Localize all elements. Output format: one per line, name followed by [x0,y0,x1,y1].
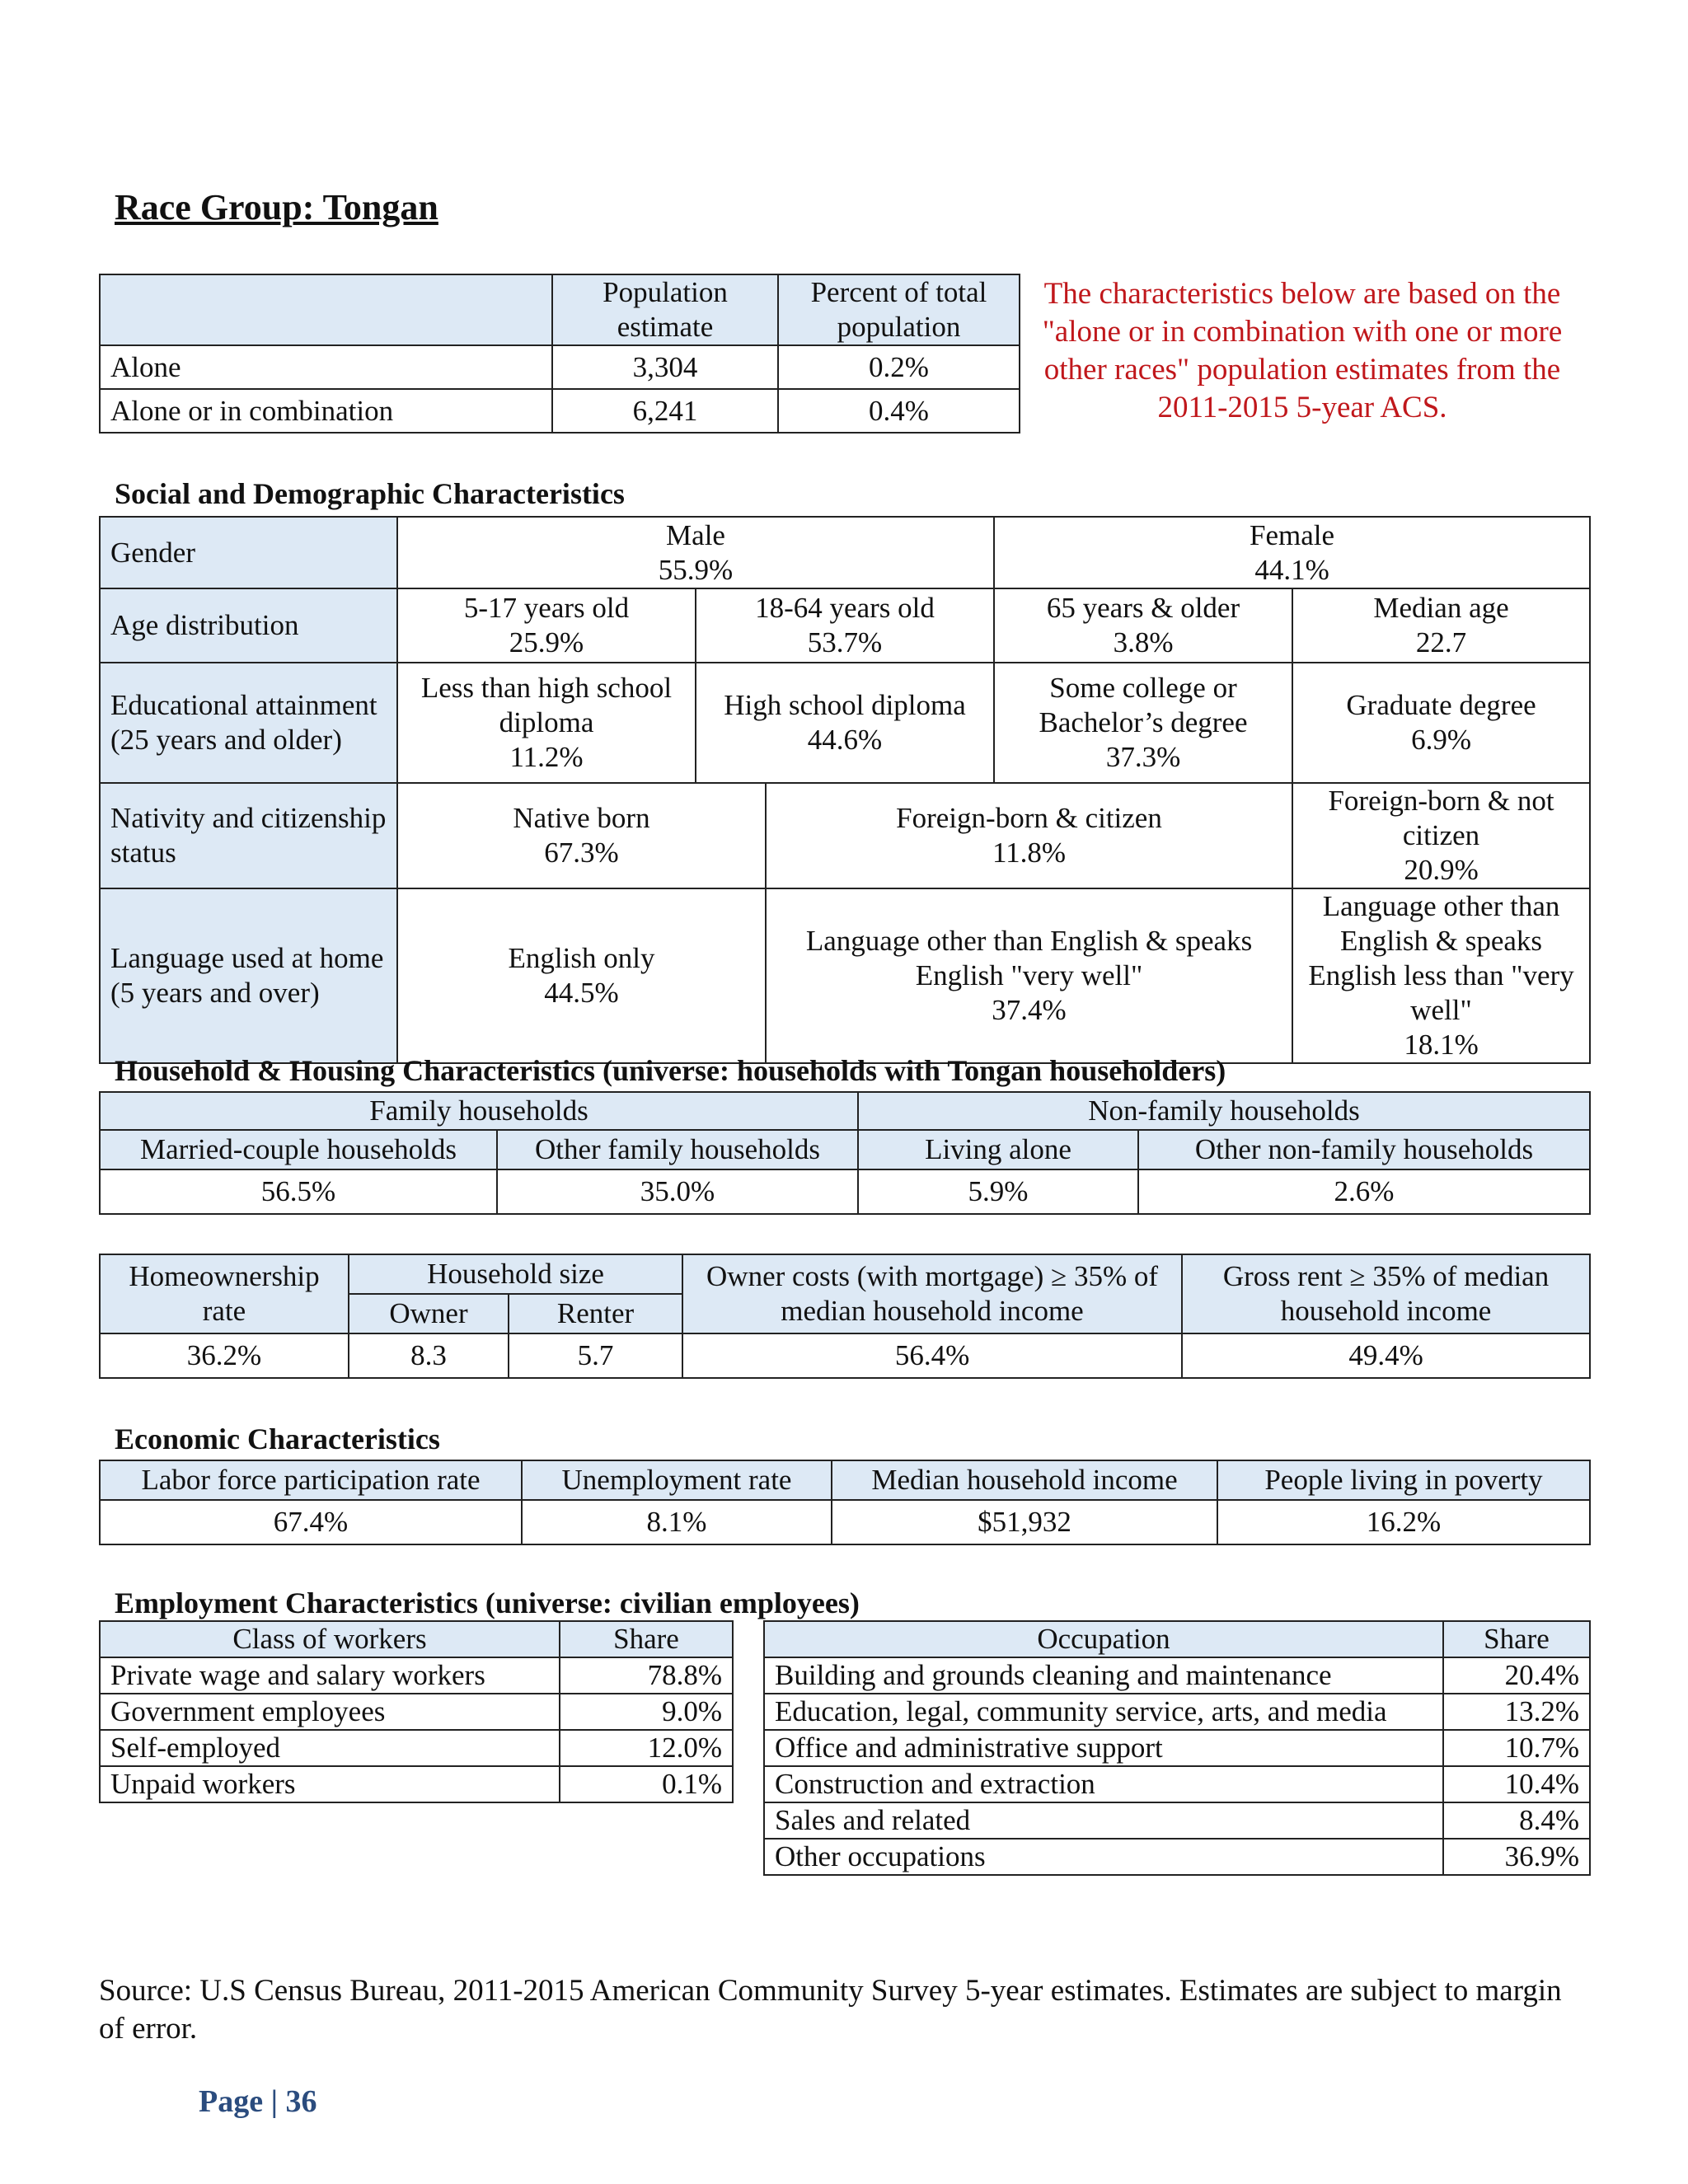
nativity-cell-value: 20.9% [1404,854,1479,886]
education-cell-value: 37.3% [1105,741,1181,773]
class-of-workers-header: Class of workers [100,1621,560,1657]
occupation-share-header: Share [1443,1621,1590,1657]
economic-col-header: People living in poverty [1217,1460,1590,1500]
social-heading: Social and Demographic Characteristics [115,477,625,510]
language-cell-label: Language other than English & speaks English less than "very well" [1308,890,1574,1026]
economic-value: 8.1% [522,1500,832,1544]
source-note: Source: U.S Census Bureau, 2011-2015 American Community Survey 5-year estimates. Estimates are subject to margin of error. [99,1974,1562,2046]
nativity-label: Nativity and citizenship status [100,783,397,888]
language-cell [766,888,1292,1063]
gross-rent-value: 49.4% [1182,1333,1590,1378]
employment-heading: Employment Characteristics (universe: civilian employees) [115,1586,860,1619]
household-heading: Household & Housing Characteristics (universe: households with Tongan householders) [115,1054,1226,1087]
education-cell [1292,663,1590,783]
age-cell-value: 22.7 [1415,626,1467,658]
age-cell [994,588,1292,663]
occupation-row-label: Other occupations [764,1839,1443,1875]
class-row-share: 12.0% [560,1730,733,1766]
economic-value: $51,932 [832,1500,1217,1544]
household-table [99,1091,1591,1215]
owner-header: Owner [349,1294,509,1333]
language-cell [397,888,766,1063]
occupation-row-share: 36.9% [1443,1839,1590,1875]
economic-heading: Economic Characteristics [115,1422,440,1455]
economic-col-header: Labor force participation rate [100,1460,522,1500]
occupation-header: Occupation [764,1621,1443,1657]
class-row-label: Self-employed [100,1730,560,1766]
male-value: 55.9% [658,553,734,586]
economic-value: 16.2% [1217,1500,1590,1544]
education-cell [994,663,1292,783]
percent-total-header: Percent of total population [778,274,1020,345]
combination-label: Alone or in combination [100,389,552,433]
age-cell-value: 25.9% [509,626,584,658]
household-col-header: Living alone [858,1130,1138,1169]
occupation-row-label: Office and administrative support [764,1730,1443,1766]
education-cell-label: Graduate degree [1346,689,1536,721]
economic-table [99,1460,1591,1545]
nativity-cell-label: Foreign-born & citizen [896,802,1162,834]
page-number: Page | 36 [199,2084,317,2119]
nativity-cell-value: 67.3% [544,837,619,869]
education-cell [696,663,994,783]
nativity-cell-label: Native born [513,802,650,834]
housing-table [99,1254,1591,1379]
household-col-header: Other non-family households [1138,1130,1590,1169]
class-row-share: 0.1% [560,1766,733,1802]
class-row-share: 78.8% [560,1657,733,1694]
occupation-row-share: 20.4% [1443,1657,1590,1694]
homeownership-value: 36.2% [100,1333,349,1378]
education-cell-label: High school diploma [724,689,966,721]
nativity-cell-label: Foreign-born & not citizen [1328,785,1554,851]
occupation-row-label: Construction and extraction [764,1766,1443,1802]
occupation-row-share: 10.4% [1443,1766,1590,1802]
age-cell-label: Median age [1373,592,1509,624]
education-cell-label: Less than high school diploma [420,672,673,738]
language-cell-value: 37.4% [992,994,1067,1026]
population-header-blank [100,274,552,345]
male-cell [397,517,994,588]
language-label: Language used at home (5 years and over) [100,888,397,1063]
occupation-row-label: Sales and related [764,1802,1443,1839]
alone-estimate: 3,304 [552,345,778,389]
female-cell [994,517,1590,588]
homeownership-header: Homeownership rate [100,1254,349,1333]
age-cell-label: 18-64 years old [755,592,935,624]
class-row-label: Government employees [100,1694,560,1730]
household-value: 5.9% [858,1169,1138,1214]
class-row-label: Private wage and salary workers [100,1657,560,1694]
occupation-row-share: 8.4% [1443,1802,1590,1839]
gross-rent-header: Gross rent ≥ 35% of median household income [1182,1254,1590,1333]
class-row-label: Unpaid workers [100,1766,560,1802]
language-cell-label: English only [508,942,655,974]
household-size-header: Household size [349,1254,682,1294]
economic-col-header: Unemployment rate [522,1460,832,1500]
education-cell-value: 44.6% [807,724,883,756]
age-cell-value: 3.8% [1113,626,1174,658]
education-cell-value: 6.9% [1411,724,1471,756]
age-label: Age distribution [100,588,397,663]
social-table [99,516,1591,1064]
occupation-row-share: 13.2% [1443,1694,1590,1730]
nativity-cell-value: 11.8% [992,837,1067,869]
combination-percent: 0.4% [778,389,1020,433]
gender-label: Gender [100,517,397,588]
language-cell-value: 44.5% [544,977,619,1009]
owner-costs-value: 56.4% [682,1333,1182,1378]
page-title: Race Group: Tongan [115,187,438,227]
occupation-row-label: Education, legal, community service, arts, and media [764,1694,1443,1730]
renter-header: Renter [509,1294,682,1333]
class-row-share: 9.0% [560,1694,733,1730]
female-label: Female [1250,518,1335,551]
population-estimate-header: Population estimate [552,274,778,345]
acs-note: The characteristics below are based on the "alone or in combination with one or more other races" population estimates from the 2011-2015 5-year ACS. [1042,277,1563,424]
education-cell-value: 11.2% [509,741,584,773]
age-cell [696,588,994,663]
alone-label: Alone [100,345,552,389]
nonfamily-households-header: Non-family households [858,1092,1590,1130]
age-cell-value: 53.7% [807,626,883,658]
education-cell [397,663,696,783]
education-label: Educational attainment (25 years and older) [100,663,397,783]
nativity-cell [766,783,1292,888]
household-value: 35.0% [497,1169,858,1214]
nativity-cell [1292,783,1590,888]
language-cell-label: Language other than English & speaks English "very well" [805,925,1253,991]
alone-percent: 0.2% [778,345,1020,389]
median-age-cell [1292,588,1590,663]
population-table [99,274,1020,434]
household-value: 2.6% [1138,1169,1590,1214]
education-cell-label: Some college or Bachelor’s degree [1039,672,1248,738]
occupation-row-share: 10.7% [1443,1730,1590,1766]
male-label: Male [666,518,725,551]
occupation-row-label: Building and grounds cleaning and maintenance [764,1657,1443,1694]
female-value: 44.1% [1254,553,1329,586]
age-cell-label: 65 years & older [1046,592,1240,624]
owner-size-value: 8.3 [349,1333,509,1378]
language-cell-value: 18.1% [1404,1029,1479,1061]
household-col-header: Other family households [497,1130,858,1169]
age-cell [397,588,696,663]
family-households-header: Family households [100,1092,858,1130]
household-col-header: Married-couple households [100,1130,497,1169]
class-share-header: Share [560,1621,733,1657]
economic-value: 67.4% [100,1500,522,1544]
combination-estimate: 6,241 [552,389,778,433]
owner-costs-header: Owner costs (with mortgage) ≥ 35% of median household income [682,1254,1182,1333]
class-of-workers-table [99,1620,734,1803]
age-cell-label: 5-17 years old [463,592,630,624]
renter-size-value: 5.7 [509,1333,682,1378]
nativity-cell [397,783,766,888]
economic-col-header: Median household income [832,1460,1217,1500]
household-value: 56.5% [100,1169,497,1214]
occupation-table [763,1620,1591,1876]
language-cell [1292,888,1590,1063]
